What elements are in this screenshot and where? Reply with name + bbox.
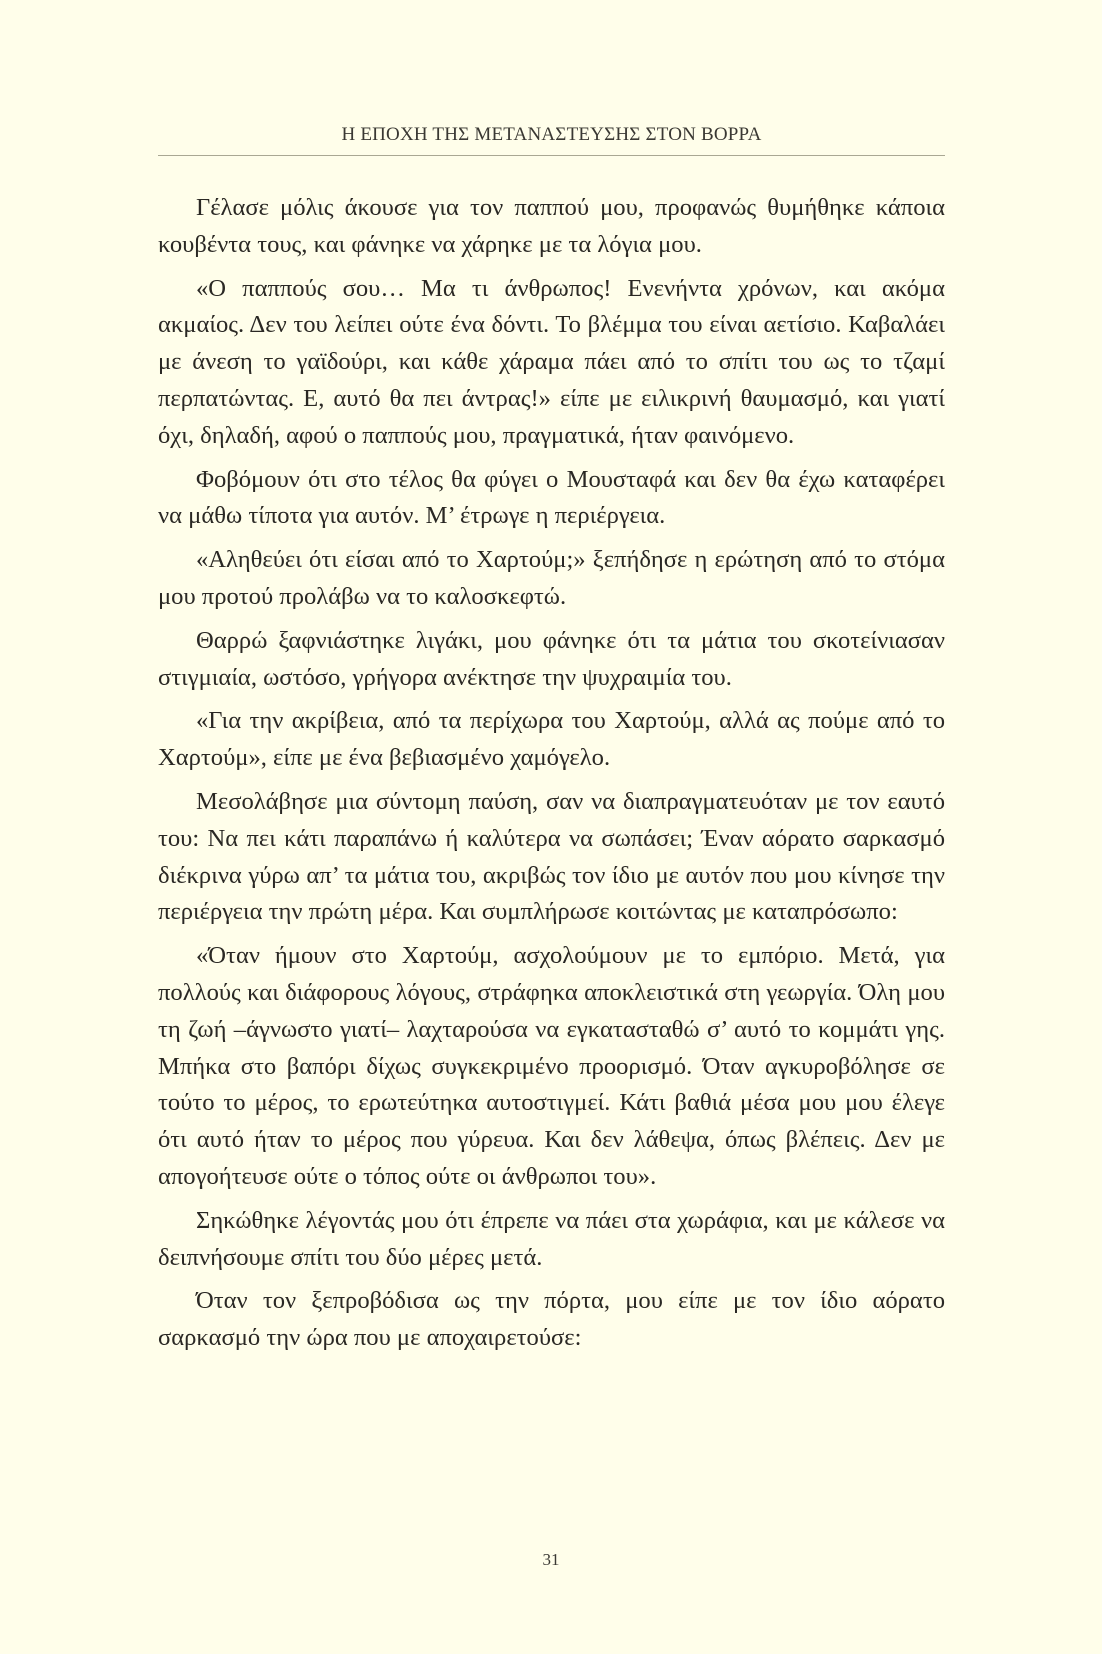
paragraph: «Ο παππούς σου… Μα τι άνθρωπος! Ενενήντα χρόνων, και ακόμα ακμαίος. Δεν του λείπει ούτε ένα δόντι. Το βλέμμα του είναι αετίσιο. Καβαλάει με άνεση το γαϊδούρι, και κάθε χάραμα πάει από το σπίτι του ως το τζαμί περπατώντας. Ε, αυτό θα πει άντρας!» είπε με ειλικρινή θαυμασμό, και γιατί όχι, δηλαδή, αφού ο παππούς μου, πραγματικά, ήταν φαινόμενο. <box>158 274 945 449</box>
paragraph: «Για την ακρίβεια, από τα περίχωρα του Χαρτούμ, αλλά ας πούμε από το Χαρτούμ», είπε με ένα βεβιασμένο χαμόγελο. <box>158 707 945 772</box>
header-rule <box>158 155 945 156</box>
paragraph: Φοβόμουν ότι στο τέλος θα φύγει ο Μουσταφά και δεν θα έχω καταφέρει να μάθω τίποτα για αυτόν. Μ’ έτρωγε η περιέργεια. <box>158 465 945 530</box>
page-number: 31 <box>542 1550 560 1569</box>
paragraph: «Όταν ήμουν στο Χαρτούμ, ασχολούμουν με το εμπόριο. Μετά, για πολλούς και διάφορους λόγους, στράφηκα αποκλειστικά στη γεωργία. Όλη μου τη ζωή –άγνωστο γιατί– λαχταρούσα να εγκατασταθώ σ’ αυτό το κομμάτι γης. Μπήκα στο βαπόρι δίχως συγκεκριμένο προορισμό. Όταν αγκυροβόλησε σε τούτο το μέρος, το ερωτεύτηκα αυτοστιγμεί. Κάτι βαθιά μέσα μου μου έλεγε ότι αυτό ήταν το μέρος που γύρευα. Και δεν λάθεψα, όπως βλέπεις. Δεν με απογοήτευσε ούτε ο τόπος ούτε οι άνθρωποι του». <box>158 942 945 1190</box>
running-head: Η ΕΠΟΧΗ ΤΗΣ ΜΕΤΑΝΑΣΤΕΥΣΗΣ ΣΤΟΝ ΒΟΡΡΑ <box>341 124 762 145</box>
body-text <box>158 190 945 1364</box>
paragraph: «Αληθεύει ότι είσαι από το Χαρτούμ;» ξεπήδησε η ερώτηση από το στόμα μου προτού προλάβω να το καλοσκεφτώ. <box>158 546 945 610</box>
paragraph: Μεσολάβησε μια σύντομη παύση, σαν να διαπραγματευόταν με τον εαυτό του: Να πει κάτι παραπάνω ή καλύτερα να σωπάσει; Έναν αόρατο σαρκασμό διέκρινα γύρω απ’ τα μάτια του, ακριβώς τον ίδιο με αυτόν που μου κίνησε την περιέργεια την πρώτη μέρα. Και συμπλήρωσε κοιτώντας με καταπρόσωπο: <box>158 787 945 926</box>
paragraph: Γέλασε μόλις άκουσε για τον παππού μου, προφανώς θυμήθηκε κάποια κουβέντα τους, και φάνηκε να χάρηκε με τα λόγια μου. <box>158 194 945 258</box>
paragraph: Σηκώθηκε λέγοντάς μου ότι έπρεπε να πάει στα χωράφια, και με κάλεσε να δειπνήσουμε σπίτι του δύο μέρες μετά. <box>158 1206 945 1271</box>
paragraph: Θαρρώ ξαφνιάστηκε λιγάκι, μου φάνηκε ότι τα μάτια του σκοτείνιασαν στιγμιαία, ωστόσο, γρήγορα ανέκτησε την ψυχραιμία του. <box>158 626 945 691</box>
paragraph: Όταν τον ξεπροβόδισα ως την πόρτα, μου είπε με τον ίδιο αόρατο σαρκασμό την ώρα που με αποχαιρετούσε: <box>158 1287 945 1352</box>
